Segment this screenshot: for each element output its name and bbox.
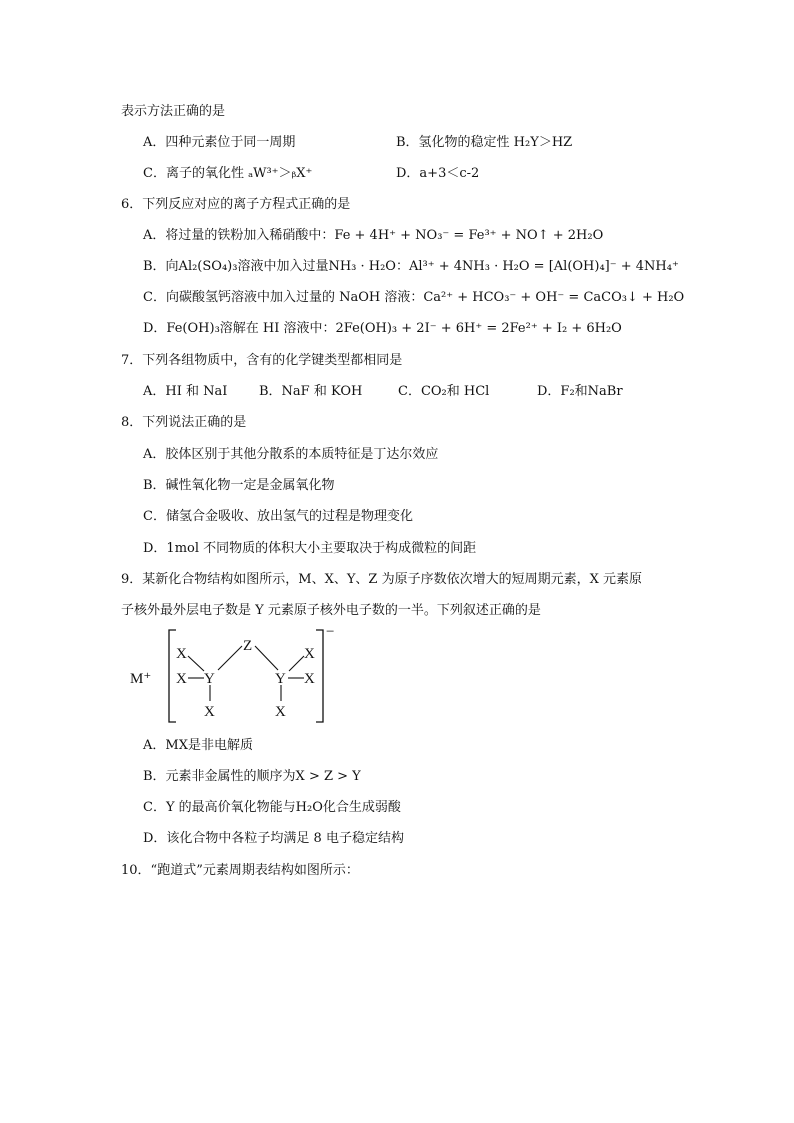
cation-label: M⁺: [130, 671, 152, 687]
bond-x-y-left-top: [188, 656, 204, 671]
q5-stem-tail: 表示方法正确的是: [121, 104, 226, 119]
q5-option-a: A．四种元素位于同一周期: [143, 135, 296, 150]
q9-option-b: B．元素非金属性的顺序为X > Z > Y: [143, 769, 361, 784]
q6-option-a: A．将过量的铁粉加入稀硝酸中：Fe + 4H⁺ + NO₃⁻ = Fe³⁺ + NO↑ + 2H₂O: [143, 228, 604, 243]
q7-option-c: C．CO₂和 HCl: [398, 384, 490, 399]
bond-z-y-right: [255, 646, 278, 670]
q7-stem: 7．下列各组物质中，含有的化学键类型都相同是: [121, 353, 403, 368]
atom-x-left: X: [176, 671, 187, 687]
q5-option-c: C．离子的氧化性 ₐW³⁺＞ᵦX⁺: [143, 166, 313, 181]
left-bracket: [169, 630, 176, 722]
atom-y-left: Y: [204, 671, 215, 687]
anion-charge: −: [326, 626, 335, 640]
q5-option-b: B．氢化物的稳定性 H₂Y＞HZ: [396, 135, 573, 150]
q8-option-c: C．储氢合金吸收、放出氢气的过程是物理变化: [143, 509, 413, 524]
q8-option-b: B．碱性氧化物一定是金属氧化物: [143, 478, 335, 493]
atom-y-right: Y: [275, 671, 286, 687]
q9-stem-line2: 子核外最外层电子数是 Y 元素原子核外电子数的一半。下列叙述正确的是: [121, 603, 541, 618]
q6-option-d: D．Fe(OH)₃溶解在 HI 溶液中：2Fe(OH)₃ + 2I⁻ + 6H⁺ = 2Fe²⁺ + I₂ + 6H₂O: [143, 321, 622, 336]
right-bracket: [316, 630, 323, 722]
q8-option-d: D．1mol 不同物质的体积大小主要取决于构成微粒的间距: [143, 541, 477, 556]
q7-option-a: A．HI 和 NaI: [143, 384, 228, 399]
bond-y-z-left: [218, 646, 242, 670]
q9-structure-diagram: [128, 626, 348, 726]
atom-x-right: X: [304, 671, 315, 687]
q10-stem: 10．“跑道式”元素周期表结构如图所示：: [121, 863, 359, 878]
atom-x-top-right: X: [304, 646, 315, 662]
q9-option-a: A．MX是非电解质: [143, 738, 253, 753]
atom-x-top-left: X: [176, 646, 187, 662]
atom-x-bottom-left: X: [204, 704, 215, 720]
q9-option-d: D．该化合物中各粒子均满足 8 电子稳定结构: [143, 831, 404, 846]
q8-option-a: A．胶体区别于其他分散系的本质特征是丁达尔效应: [143, 447, 439, 462]
q6-option-b: B．向Al₂(SO₄)₃溶液中加入过量NH₃ · H₂O：Al³⁺ + 4NH₃ · H₂O = [Al(OH)₄]⁻ + 4NH₄⁺: [143, 259, 679, 274]
atom-z: Z: [243, 638, 253, 654]
q6-option-c: C．向碳酸氢钙溶液中加入过量的 NaOH 溶液：Ca²⁺ + HCO₃⁻ + OH⁻ = CaCO₃↓ + H₂O: [143, 290, 685, 305]
q7-option-b: B．NaF 和 KOH: [259, 384, 363, 399]
q6-stem: 6．下列反应对应的离子方程式正确的是: [121, 197, 351, 212]
q9-stem-line1: 9．某新化合物结构如图所示，M、X、Y、Z 为原子序数依次增大的短周期元素，X 元素原: [121, 572, 642, 587]
q5-option-d: D．a+3＜c-2: [396, 166, 480, 181]
q8-stem: 8．下列说法正确的是: [121, 415, 247, 430]
bond-y-x-right-top: [289, 656, 304, 671]
atom-x-bottom-right: X: [275, 704, 286, 720]
q9-option-c: C．Y 的最高价氧化物能与H₂O化合生成弱酸: [143, 800, 401, 815]
q7-option-d: D．F₂和NaBr: [537, 384, 623, 399]
